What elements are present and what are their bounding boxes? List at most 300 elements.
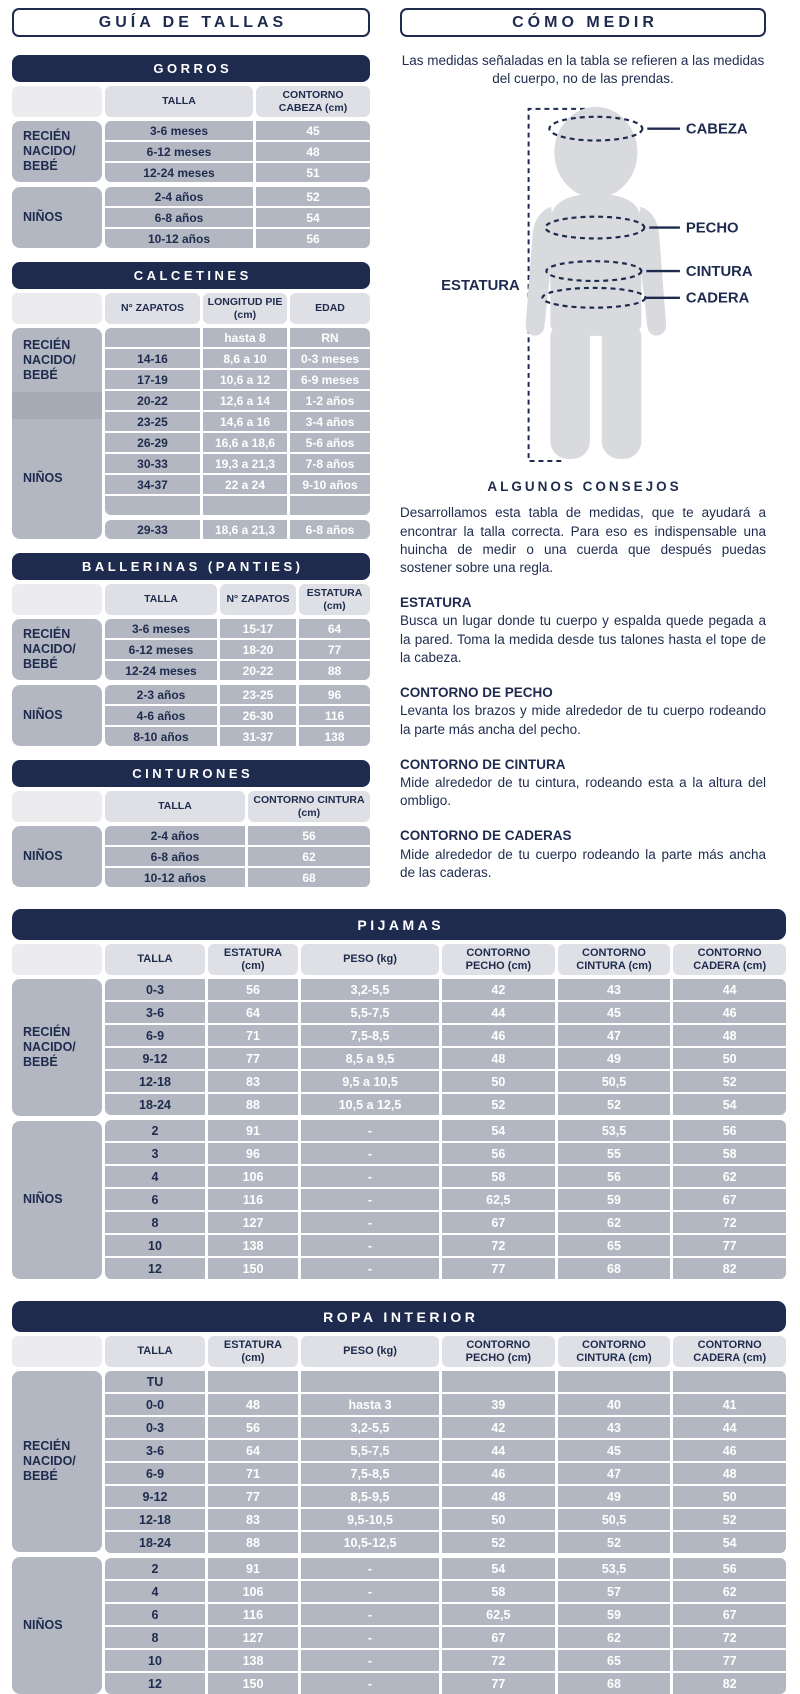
- table-cell: TU: [105, 1371, 205, 1392]
- table-cell: 12-18: [105, 1509, 205, 1530]
- table-row: [105, 475, 370, 494]
- table-cell: 91: [208, 1120, 298, 1141]
- table-row: [105, 163, 370, 182]
- table-row: [105, 826, 370, 845]
- row-group-label: RECIÉN NACIDO/ BEBÉ: [12, 1371, 102, 1552]
- table-cell: 6-9 meses: [290, 370, 370, 389]
- table-cell: 8,6 a 10: [203, 349, 287, 368]
- table-cell: 47: [558, 1463, 671, 1484]
- table-cell: 64: [299, 619, 370, 638]
- column-header: ESTATURA (cm): [208, 944, 298, 975]
- table-cell: 116: [208, 1604, 298, 1625]
- row-group-label: RECIÉN NACIDO/ BEBÉ: [12, 619, 102, 680]
- table-cell: 68: [248, 868, 370, 887]
- table-cell: 6-9: [105, 1025, 205, 1046]
- table-row: [105, 1002, 786, 1023]
- table-cell: [105, 328, 200, 347]
- table-cell: 10,6 a 12: [203, 370, 287, 389]
- column-header: LONGITUD PIE (cm): [203, 293, 287, 324]
- table-cell: 9,5 a 10,5: [301, 1071, 439, 1092]
- table-cell: 77: [442, 1673, 555, 1694]
- pijamas-section: [12, 909, 786, 1279]
- table-cell: 19,3 a 21,3: [203, 454, 287, 473]
- table-rows: [105, 979, 786, 1279]
- table-cell: 50: [442, 1071, 555, 1092]
- table-row: [105, 619, 370, 638]
- table-row: [105, 1235, 786, 1256]
- table-row: [105, 1673, 786, 1694]
- tip-heading: ESTATURA: [400, 595, 472, 611]
- table-rows: [105, 619, 370, 746]
- table-cell: 56: [442, 1143, 555, 1164]
- row-group-labels: [12, 619, 102, 746]
- table-cell: 50,5: [558, 1071, 671, 1092]
- table-cell: 77: [208, 1048, 298, 1069]
- table-cell: 18,6 a 21,3: [203, 520, 287, 539]
- table-cell: 52: [673, 1509, 786, 1530]
- column-header: PESO (kg): [301, 1336, 439, 1367]
- table-cell: 3-6 meses: [105, 121, 253, 140]
- column-header: N° ZAPATOS: [220, 584, 296, 615]
- table-cell: 3: [105, 1143, 205, 1164]
- table-cell: hasta 8: [203, 328, 287, 347]
- table-cell: [105, 496, 200, 515]
- table-header-row: [12, 1336, 786, 1367]
- tip-contorno-cintura: [400, 756, 766, 811]
- table-header-row: [12, 791, 370, 822]
- table-cell: 26-29: [105, 433, 200, 452]
- table-cell: 7,5-8,5: [301, 1463, 439, 1484]
- table-cell: 2-3 años: [105, 685, 217, 704]
- table-cell: hasta 3: [301, 1394, 439, 1415]
- table-cell: 4: [105, 1166, 205, 1187]
- row-group-label: [12, 392, 102, 419]
- measure-intro-text: Las medidas señaladas en la tabla se refieren a las medidas del cuerpo, no de las prendas.: [401, 53, 765, 87]
- row-group-label: NIÑOS: [12, 1557, 102, 1694]
- table-cell: 77: [299, 640, 370, 659]
- table-cell: 0-3: [105, 979, 205, 1000]
- table-cell: 3-6: [105, 1440, 205, 1461]
- table-cell: -: [301, 1650, 439, 1671]
- column-header: CONTORNO CADERA (cm): [673, 944, 786, 975]
- table-cell: 65: [558, 1650, 671, 1671]
- table-row: [105, 661, 370, 680]
- table-cell: 16,6 a 18,6: [203, 433, 287, 452]
- column-header: CONTORNO CINTURA (cm): [558, 1336, 671, 1367]
- table-cell: 9,5-10,5: [301, 1509, 439, 1530]
- table-cell: 53,5: [558, 1558, 671, 1579]
- table-row: [105, 1189, 786, 1210]
- column-header: PESO (kg): [301, 944, 439, 975]
- table-cell: 48: [442, 1486, 555, 1507]
- table-cell: 8: [105, 1212, 205, 1233]
- table-cell: 48: [442, 1048, 555, 1069]
- ballerinas-section: [12, 553, 370, 746]
- table-cell: 52: [558, 1532, 671, 1553]
- table-cell: 55: [558, 1143, 671, 1164]
- table-row: [105, 1650, 786, 1671]
- table-row: [105, 1048, 786, 1069]
- table-row: [105, 1094, 786, 1115]
- table-cell: 56: [558, 1166, 671, 1187]
- table-row: [105, 1558, 786, 1579]
- table-rows: [105, 328, 370, 539]
- table-cell: 77: [208, 1486, 298, 1507]
- table-cell: 6-12 meses: [105, 640, 217, 659]
- table-cell: 50: [442, 1509, 555, 1530]
- table-cell: 20-22: [220, 661, 296, 680]
- column-header: TALLA: [105, 791, 245, 822]
- table-row: [105, 979, 786, 1000]
- table-row: [105, 1025, 786, 1046]
- table-cell: 23-25: [220, 685, 296, 704]
- table-cell: 8,5 a 9,5: [301, 1048, 439, 1069]
- table-cell: -: [301, 1581, 439, 1602]
- table-cell: 71: [208, 1463, 298, 1484]
- table-cell: 57: [558, 1581, 671, 1602]
- table-cell: 83: [208, 1071, 298, 1092]
- column-header: ESTATURA (cm): [208, 1336, 298, 1367]
- table-cell: 127: [208, 1627, 298, 1648]
- table-row: [105, 640, 370, 659]
- table-cell: 10,5 a 12,5: [301, 1094, 439, 1115]
- table-cell: 50,5: [558, 1509, 671, 1530]
- table-cell: 127: [208, 1212, 298, 1233]
- table-cell: 106: [208, 1581, 298, 1602]
- table-cell: 150: [208, 1673, 298, 1694]
- table-row: [105, 1627, 786, 1648]
- table-corner-cell: [12, 944, 102, 975]
- table-cell: 62: [673, 1166, 786, 1187]
- table-cell: 96: [299, 685, 370, 704]
- table-cell: 71: [208, 1025, 298, 1046]
- table-cell: -: [301, 1558, 439, 1579]
- table-cell: 44: [442, 1440, 555, 1461]
- table-cell: 72: [442, 1650, 555, 1671]
- table-cell: 3-4 años: [290, 412, 370, 431]
- table-cell: 46: [673, 1440, 786, 1461]
- table-cell: 45: [558, 1002, 671, 1023]
- table-cell: 14,6 a 16: [203, 412, 287, 431]
- table-cell: 67: [673, 1604, 786, 1625]
- table-row: [105, 1509, 786, 1530]
- row-group-label: NIÑOS: [12, 187, 102, 248]
- gorros-table: [12, 86, 370, 248]
- table-corner-cell: [12, 791, 102, 822]
- table-cell: 5,5-7,5: [301, 1440, 439, 1461]
- tips-intro-text: Desarrollamos esta tabla de medidas, que te ayudará a encontrar la talla correcta. Para eso es indispensable una huincha de medir o una cuerda que después puedas sostener sobre una regla.: [400, 505, 766, 575]
- table-cell: [673, 1371, 786, 1392]
- row-group-label: NIÑOS: [12, 1121, 102, 1279]
- table-row: [105, 391, 370, 410]
- table-cell: 1-2 años: [290, 391, 370, 410]
- table-cell: 6: [105, 1189, 205, 1210]
- cinturones-section-header: CINTURONES: [12, 760, 370, 787]
- table-cell: 65: [558, 1235, 671, 1256]
- table-cell: 48: [673, 1025, 786, 1046]
- table-cell: 0-3 meses: [290, 349, 370, 368]
- table-cell: 62: [673, 1581, 786, 1602]
- table-cell: -: [301, 1673, 439, 1694]
- table-cell: 62,5: [442, 1189, 555, 1210]
- table-cell: [442, 1371, 555, 1392]
- table-cell: 7-8 años: [290, 454, 370, 473]
- table-cell: 82: [673, 1258, 786, 1279]
- how-to-measure-title: CÓMO MEDIR: [400, 8, 766, 37]
- table-cell: 3-6 meses: [105, 619, 217, 638]
- table-row: [105, 496, 370, 515]
- table-cell: 50: [673, 1048, 786, 1069]
- table-row: [105, 1071, 786, 1092]
- table-cell: -: [301, 1166, 439, 1187]
- cinturones-table: [12, 791, 370, 887]
- table-cell: 18-20: [220, 640, 296, 659]
- table-cell: 10,5-12,5: [301, 1532, 439, 1553]
- table-cell: 9-12: [105, 1486, 205, 1507]
- table-cell: 31-37: [220, 727, 296, 746]
- table-cell: 88: [208, 1532, 298, 1553]
- table-cell: 20-22: [105, 391, 200, 410]
- table-cell: 29-33: [105, 520, 200, 539]
- table-cell: 72: [673, 1212, 786, 1233]
- column-header: CONTORNO CABEZA (cm): [256, 86, 370, 117]
- table-cell: 42: [442, 979, 555, 1000]
- table-header-row: [12, 584, 370, 615]
- size-guide-title: GUÍA DE TALLAS: [12, 8, 370, 37]
- row-group-labels: [12, 328, 102, 539]
- table-row: [105, 1120, 786, 1141]
- table-cell: 51: [256, 163, 370, 182]
- estatura-label: ESTATURA: [441, 278, 520, 295]
- row-group: [105, 121, 370, 182]
- table-cell: 138: [299, 727, 370, 746]
- table-cell: 52: [256, 187, 370, 206]
- column-header: TALLA: [105, 584, 217, 615]
- row-group: [105, 685, 370, 746]
- table-header-row: [12, 944, 786, 975]
- table-cell: 82: [673, 1673, 786, 1694]
- table-cell: 49: [558, 1048, 671, 1069]
- table-cell: 88: [299, 661, 370, 680]
- pijamas-section-header: PIJAMAS: [12, 909, 786, 940]
- table-row: [105, 121, 370, 140]
- table-cell: 6-8 años: [105, 847, 245, 866]
- table-cell: 58: [442, 1166, 555, 1187]
- table-row: [105, 727, 370, 746]
- row-group: [105, 979, 786, 1115]
- table-cell: 68: [558, 1258, 671, 1279]
- table-row: [105, 1581, 786, 1602]
- table-cell: 56: [248, 826, 370, 845]
- table-cell: 10-12 años: [105, 868, 245, 887]
- table-corner-cell: [12, 1336, 102, 1367]
- row-group: [105, 520, 370, 539]
- table-cell: 64: [208, 1002, 298, 1023]
- gorros-section-header: GORROS: [12, 55, 370, 82]
- table-cell: 6-8 años: [105, 208, 253, 227]
- table-cell: 8: [105, 1627, 205, 1648]
- table-cell: 15-17: [220, 619, 296, 638]
- calcetines-section-header: CALCETINES: [12, 262, 370, 289]
- table-cell: 50: [673, 1486, 786, 1507]
- table-row: [105, 868, 370, 887]
- table-row: [105, 370, 370, 389]
- table-row: [105, 1440, 786, 1461]
- table-cell: -: [301, 1189, 439, 1210]
- table-body: [12, 979, 786, 1279]
- table-cell: 56: [208, 979, 298, 1000]
- child-silhouette: [526, 107, 667, 459]
- table-cell: 8-10 años: [105, 727, 217, 746]
- table-row: [105, 229, 370, 248]
- table-row: [105, 1394, 786, 1415]
- column-header: TALLA: [105, 86, 253, 117]
- table-cell: 88: [208, 1094, 298, 1115]
- table-cell: 48: [256, 142, 370, 161]
- row-group-label: NIÑOS: [12, 826, 102, 887]
- table-cell: 2-4 años: [105, 187, 253, 206]
- table-cell: 116: [208, 1189, 298, 1210]
- tip-heading: CONTORNO DE CADERAS: [400, 828, 572, 844]
- table-cell: 4: [105, 1581, 205, 1602]
- table-cell: 5-6 años: [290, 433, 370, 452]
- table-cell: 56: [208, 1417, 298, 1438]
- row-group-label: RECIÉN NACIDO/ BEBÉ: [12, 979, 102, 1116]
- table-row: [105, 706, 370, 725]
- table-cell: -: [301, 1627, 439, 1648]
- table-cell: [558, 1371, 671, 1392]
- table-cell: 5,5-7,5: [301, 1002, 439, 1023]
- column-header: TALLA: [105, 944, 205, 975]
- table-cell: 48: [673, 1463, 786, 1484]
- table-cell: [208, 1371, 298, 1392]
- table-cell: 54: [256, 208, 370, 227]
- table-row: [105, 1258, 786, 1279]
- cintura-label: CINTURA: [685, 264, 753, 281]
- table-cell: 3,2-5,5: [301, 1417, 439, 1438]
- tip-contorno-caderas: [400, 827, 766, 882]
- table-cell: 9-10 años: [290, 475, 370, 494]
- table-row: [105, 1532, 786, 1553]
- row-group-label: NIÑOS: [23, 471, 63, 486]
- table-cell: 83: [208, 1509, 298, 1530]
- table-cell: 12,6 a 14: [203, 391, 287, 410]
- table-corner-cell: [12, 293, 102, 324]
- tip-text: Mide alrededor de tu cuerpo rodeando la parte más ancha de las caderas.: [400, 846, 766, 880]
- row-group-label: RECIÉN NACIDO/ BEBÉ: [23, 337, 76, 382]
- table-cell: 46: [442, 1463, 555, 1484]
- table-cell: 67: [442, 1627, 555, 1648]
- table-cell: 150: [208, 1258, 298, 1279]
- table-cell: 2: [105, 1558, 205, 1579]
- table-body: [12, 121, 370, 248]
- cinturones-section: [12, 760, 370, 887]
- column-header: CONTORNO CINTURA (cm): [558, 944, 671, 975]
- table-cell: 3,2-5,5: [301, 979, 439, 1000]
- table-row: [105, 454, 370, 473]
- table-corner-cell: [12, 86, 102, 117]
- table-cell: 47: [558, 1025, 671, 1046]
- how-to-measure-column: [400, 8, 788, 887]
- table-cell: 42: [442, 1417, 555, 1438]
- table-cell: 0-3: [105, 1417, 205, 1438]
- table-cell: 44: [442, 1002, 555, 1023]
- table-cell: 45: [558, 1440, 671, 1461]
- ballerinas-table: [12, 584, 370, 746]
- row-group-label: RECIÉN NACIDO/ BEBÉ: [12, 121, 102, 182]
- table-cell: 44: [673, 1417, 786, 1438]
- table-row: [105, 1417, 786, 1438]
- table-cell: 9-12: [105, 1048, 205, 1069]
- table-cell: 52: [673, 1071, 786, 1092]
- table-cell: 43: [558, 979, 671, 1000]
- table-cell: 52: [558, 1094, 671, 1115]
- column-header: N° ZAPATOS: [105, 293, 200, 324]
- table-cell: 49: [558, 1486, 671, 1507]
- row-group: [105, 826, 370, 887]
- ropa-interior-section-header: ROPA INTERIOR: [12, 1301, 786, 1332]
- table-row: [105, 1143, 786, 1164]
- table-row: [105, 1486, 786, 1507]
- table-cell: RN: [290, 328, 370, 347]
- table-cell: 53,5: [558, 1120, 671, 1141]
- table-cell: 62: [248, 847, 370, 866]
- table-corner-cell: [12, 584, 102, 615]
- table-cell: 58: [442, 1581, 555, 1602]
- calcetines-table: [12, 293, 370, 539]
- gorros-section: [12, 55, 370, 248]
- table-cell: 44: [673, 979, 786, 1000]
- table-cell: 12-24 meses: [105, 661, 217, 680]
- row-group-labels: [12, 121, 102, 248]
- table-body: [12, 328, 370, 539]
- ropa-interior-section: [12, 1301, 786, 1694]
- table-cell: 43: [558, 1417, 671, 1438]
- table-cell: 138: [208, 1650, 298, 1671]
- table-cell: 52: [442, 1532, 555, 1553]
- table-row: [105, 349, 370, 368]
- table-cell: 59: [558, 1604, 671, 1625]
- row-group: [105, 619, 370, 680]
- table-cell: 6-8 años: [290, 520, 370, 539]
- table-cell: 48: [208, 1394, 298, 1415]
- table-cell: 14-16: [105, 349, 200, 368]
- table-cell: 6-12 meses: [105, 142, 253, 161]
- table-cell: 56: [256, 229, 370, 248]
- table-cell: 54: [673, 1094, 786, 1115]
- table-row: [105, 412, 370, 431]
- table-cell: 34-37: [105, 475, 200, 494]
- tip-text: Levanta los brazos y mide alrededor de tu cuerpo rodeando la parte más ancha del pecho.: [400, 703, 766, 737]
- table-cell: 23-25: [105, 412, 200, 431]
- table-cell: 6: [105, 1604, 205, 1625]
- table-cell: 8,5-9,5: [301, 1486, 439, 1507]
- calcetines-section: [12, 262, 370, 539]
- table-cell: 62: [558, 1212, 671, 1233]
- row-group: [105, 1120, 786, 1279]
- table-cell: 62,5: [442, 1604, 555, 1625]
- cadera-label: CADERA: [685, 291, 750, 308]
- table-cell: 3-6: [105, 1002, 205, 1023]
- table-row: [105, 1371, 786, 1392]
- table-cell: 12-24 meses: [105, 163, 253, 182]
- table-cell: 54: [442, 1558, 555, 1579]
- column-header: CONTORNO CINTURA (cm): [248, 791, 370, 822]
- row-group-labels: [12, 826, 102, 887]
- table-cell: 7,5-8,5: [301, 1025, 439, 1046]
- table-cell: 77: [673, 1235, 786, 1256]
- table-row: [105, 1463, 786, 1484]
